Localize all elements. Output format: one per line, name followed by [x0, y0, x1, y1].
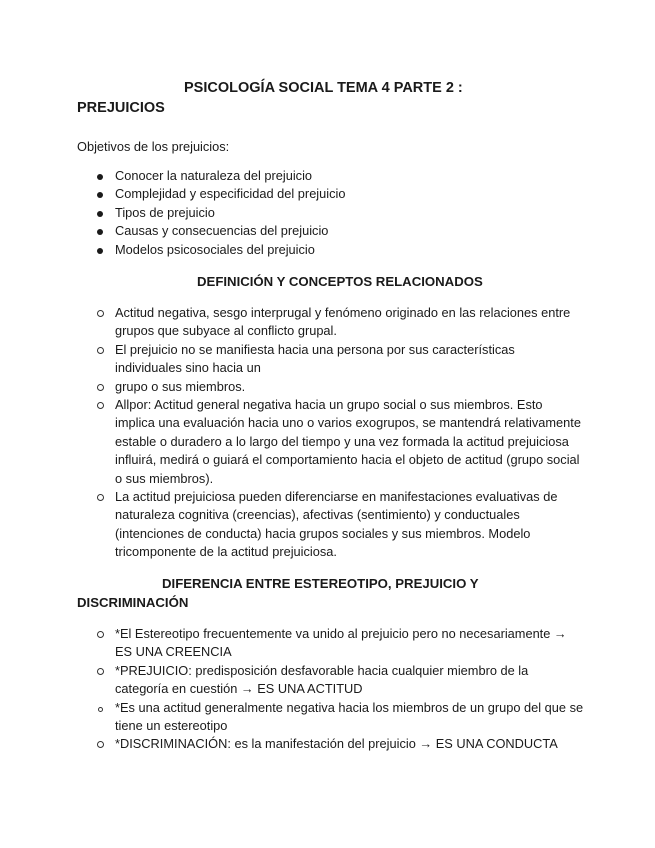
hollow-bullet-icon: [97, 741, 104, 748]
hollow-bullet-icon: [97, 384, 104, 391]
list-item: Causas y consecuencias del prejuicio: [115, 222, 595, 240]
list-item: *DISCRIMINACIÓN: es la manifestación del prejuicio → ES UNA CONDUCTA: [115, 735, 585, 753]
list-item: Actitud negativa, sesgo interprugal y fenómeno originado en las relaciones entre grupos que subyace al conflicto grupal.: [115, 304, 585, 341]
list-item: *Es una actitud generalmente negativa hacia los miembros de un grupo del que se tiene un estereotipo: [115, 699, 585, 736]
hollow-bullet-icon: [97, 347, 104, 354]
list-item: *El Estereotipo frecuentemente va unido al prejuicio pero no necesariamente → ES UNA CREENCIA: [115, 625, 585, 662]
list-item: Modelos psicosociales del prejuicio: [115, 241, 595, 259]
objectives-intro: Objetivos de los prejuicios:: [77, 139, 230, 154]
list-item: Tipos de prejuicio: [115, 204, 595, 222]
list-item: La actitud prejuiciosa pueden diferenciarse en manifestaciones evaluativas de naturaleza cognitiva (creencias), afectivas (sentimiento) y conductuales (intenciones de conducta) hacia grupos sociales y sus miembros. Modelo tricomponente de la actitud prejuiciosa.: [115, 488, 585, 562]
hollow-bullet-icon: [98, 707, 103, 712]
title-line-2: PREJUICIOS: [77, 100, 165, 116]
hollow-bullet-icon: [97, 668, 104, 675]
title-line-1: PSICOLOGÍA SOCIAL TEMA 4 PARTE 2 :: [184, 80, 463, 96]
hollow-bullet-icon: [97, 494, 104, 501]
list-item: El prejuicio no se manifiesta hacia una persona por sus características individuales sino hacia un: [115, 341, 585, 378]
list-item: Complejidad y especificidad del prejuicio: [115, 185, 595, 203]
list-item: grupo o sus miembros.: [115, 378, 585, 396]
section-heading-diferencia-line-1: DIFERENCIA ENTRE ESTEREOTIPO, PREJUICIO Y: [162, 576, 479, 591]
hollow-bullet-icon: [97, 310, 104, 317]
section-heading-diferencia-line-2: DISCRIMINACIÓN: [77, 595, 189, 610]
bullet-icon: [97, 211, 103, 217]
list-item: *PREJUICIO: predisposición desfavorable hacia cualquier miembro de la categoría en cuestión → ES UNA ACTITUD: [115, 662, 585, 699]
bullet-icon: [97, 174, 103, 180]
bullet-icon: [97, 229, 103, 235]
diferencia-list: [115, 625, 585, 754]
hollow-bullet-icon: [97, 631, 104, 638]
section-heading-definicion: DEFINICIÓN Y CONCEPTOS RELACIONADOS: [197, 274, 483, 289]
hollow-bullet-icon: [97, 402, 104, 409]
bullet-icon: [97, 248, 103, 254]
list-item: Allpor: Actitud general negativa hacia un grupo social o sus miembros. Esto implica una evaluación hacia uno o varios exogrupos, se mantendrá relativamente estable o duradero a lo largo del tiempo y una vez formada la actitud prejuiciosa influirá, medirá o guiará el comportamiento hacia el objeto de actitud (grupo social o sus miembros).: [115, 396, 585, 488]
objectives-list: [115, 167, 595, 259]
bullet-icon: [97, 192, 103, 198]
list-item: Conocer la naturaleza del prejuicio: [115, 167, 595, 185]
definicion-list: [115, 304, 585, 562]
